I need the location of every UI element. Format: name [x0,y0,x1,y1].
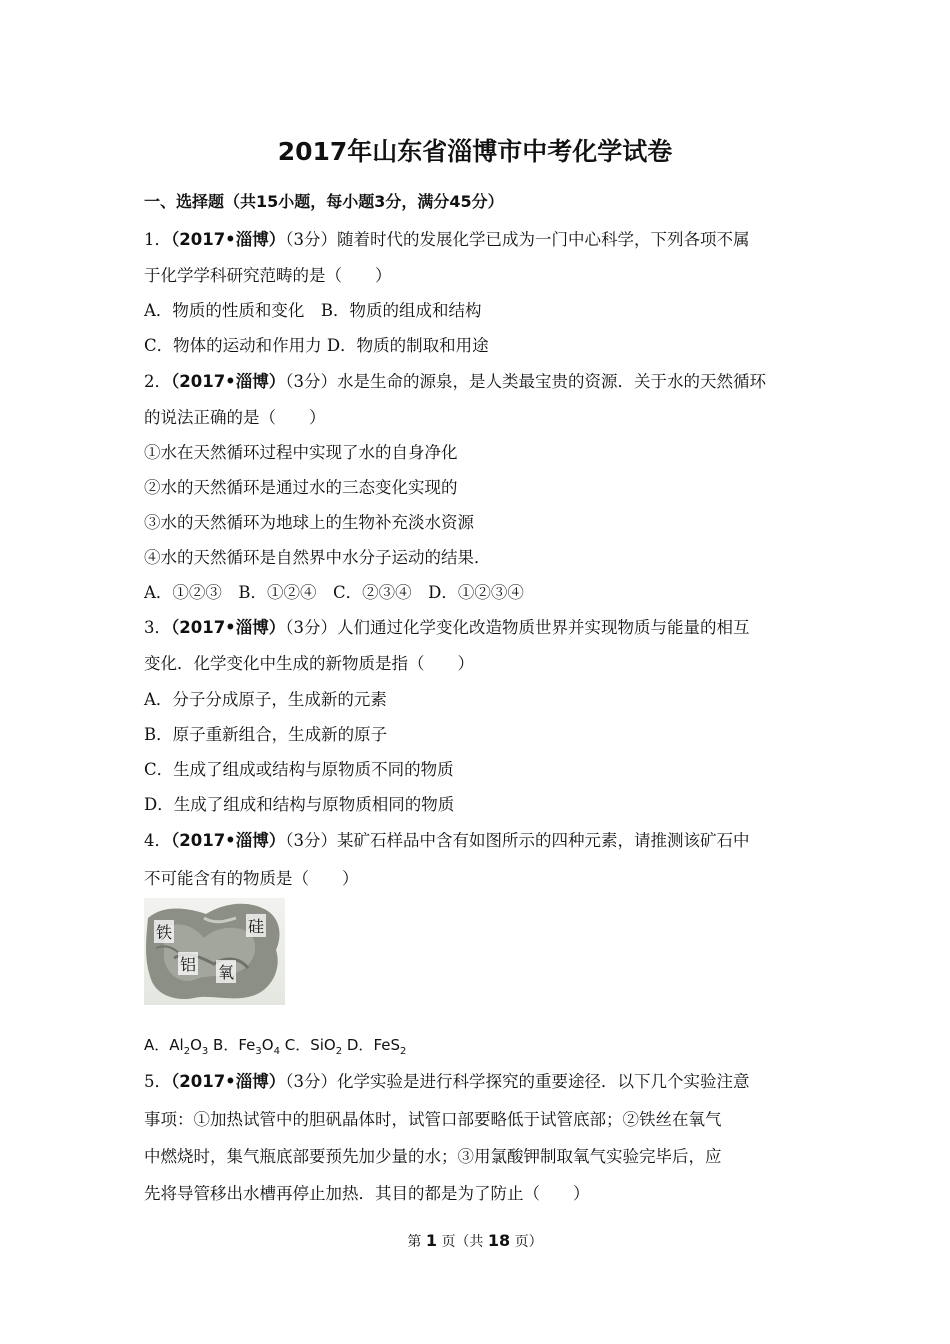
ore-sample-image [144,898,285,1005]
silicon-label: 硅 [246,914,266,937]
page-footer: 第 1 页（共 18 页） [407,1231,543,1250]
question-1-option-cd: C．物体的运动和作用力 D．物质的制取和用途 [144,336,489,355]
iron-label: 铁 [154,920,174,943]
formula-d: FeS$_2$ [373,1036,407,1057]
page-title: 2017年山东省淄博市中考化学试卷 [277,137,673,166]
question-1-stem: 1．（2017•淄博）（3分）随着时代的发展化学已成为一门中心科学，下列各项不属 [144,230,750,249]
question-3-stem-cont: 变化．化学变化中生成的新物质是指（ ） [144,654,474,673]
aluminum-label: 铝 [178,952,198,975]
formula-b: $Fe_3O_4$ [238,1036,280,1057]
question-3-option-a: A．分子分成原子，生成新的元素 [144,690,387,709]
question-2-statement: ①水在天然循环过程中实现了水的自身净化 [144,443,458,462]
question-4-options: A．$Al_2O_3$ B．$Fe_3O_4$ C．SiO$_2$ D．FeS$_2$ [144,1036,407,1057]
question-5-stem-cont: 中燃烧时，集气瓶底部要预先加少量的水；③用氯酸钾制取氧气实验完毕后，应 [144,1147,722,1166]
question-2-stem-cont: 的说法正确的是（ ） [144,408,326,427]
question-3-option-b: B．原子重新组合，生成新的原子 [144,725,388,744]
formula-c: SiO$_2$ [310,1036,343,1057]
oxygen-label: 氧 [216,960,236,983]
question-3-option-c: C．生成了组成或结构与原物质不同的物质 [144,760,454,779]
question-5-stem: 5．（2017•淄博）（3分）化学实验是进行科学探究的重要途径．以下几个实验注意 [144,1072,750,1091]
question-3-option-d: D．生成了组成和结构与原物质相同的物质 [144,795,455,814]
question-2-stem: 2．（2017•淄博）（3分）水是生命的源泉，是人类最宝贵的资源．关于水的天然循环 [144,372,766,391]
section-heading: 一、选择题（共15小题，每小题3分，满分45分） [144,192,504,211]
question-1-option-ab: A．物质的性质和变化 B．物质的组成和结构 [144,301,482,320]
question-5-stem-cont: 先将导管移出水槽再停止加热．其目的都是为了防止（ ） [144,1184,590,1203]
question-2-statement: ④水的天然循环是自然界中水分子运动的结果． [144,548,491,567]
question-4-stem: 4．（2017•淄博）（3分）某矿石样品中含有如图所示的四种元素，请推测该矿石中 [144,831,750,850]
question-2-options: A．①②③ B．①②④ C．②③④ D．①②③④ [144,583,524,602]
question-3-stem: 3．（2017•淄博）（3分）人们通过化学变化改造物质世界并实现物质与能量的相互 [144,618,750,637]
question-4-stem-cont: 不可能含有的物质是（ ） [144,869,359,888]
question-5-stem-cont: 事项：①加热试管中的胆矾晶体时，试管口部要略低于试管底部；②铁丝在氧气 [144,1110,722,1129]
formula-a: $Al_2O_3$ [169,1036,209,1057]
question-1-stem-cont: 于化学学科研究范畴的是（ ） [144,266,392,285]
question-2-statement: ③水的天然循环为地球上的生物补充淡水资源 [144,513,474,532]
question-2-statement: ②水的天然循环是通过水的三态变化实现的 [144,478,458,497]
